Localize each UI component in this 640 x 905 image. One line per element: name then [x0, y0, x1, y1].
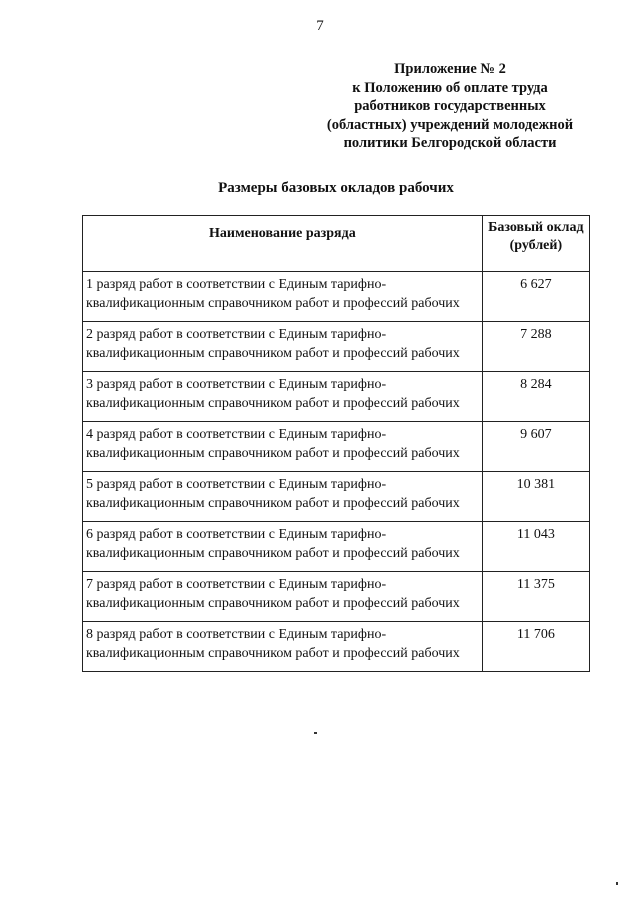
- grade-name-cell: [83, 322, 483, 372]
- base-salary-cell: 11 706: [482, 622, 589, 672]
- grade-name-line2: квалификационным справочником работ и профессий рабочих: [86, 345, 460, 361]
- table-row: [83, 522, 590, 572]
- grade-name-line1: 7 разряд работ в соответствии с Единым тарифно-: [86, 577, 387, 592]
- grade-name-line2: квалификационным справочником работ и профессий рабочих: [86, 495, 460, 511]
- appendix-line: политики Белгородской области: [343, 135, 557, 151]
- table-row: [83, 422, 590, 472]
- base-salary-cell: 8 284: [482, 372, 589, 422]
- scan-speck: [616, 882, 618, 885]
- grade-name-cell: [83, 272, 483, 322]
- table-row: [83, 272, 590, 322]
- table-row: [83, 622, 590, 672]
- grade-name-line2: квалификационным справочником работ и профессий рабочих: [86, 595, 460, 611]
- grade-name-line2: квалификационным справочником работ и профессий рабочих: [86, 445, 460, 461]
- table-row: [83, 472, 590, 522]
- appendix-header: [320, 60, 580, 153]
- table-row: [83, 322, 590, 372]
- base-salary-table: [82, 215, 590, 672]
- table-title: Размеры базовых окладов рабочих: [218, 180, 454, 196]
- grade-name-cell: [83, 372, 483, 422]
- table-header-row: [83, 216, 590, 272]
- grade-name-line2: квалификационным справочником работ и профессий рабочих: [86, 645, 460, 661]
- grade-name-cell: [83, 572, 483, 622]
- grade-name-line1: 2 разряд работ в соответствии с Единым тарифно-: [86, 327, 387, 342]
- column-header-base-salary: [482, 216, 589, 272]
- table-row: [83, 572, 590, 622]
- grade-name-line1: 5 разряд работ в соответствии с Единым тарифно-: [86, 477, 387, 492]
- base-salary-cell: 10 381: [482, 472, 589, 522]
- base-salary-cell: 11 375: [482, 572, 589, 622]
- grade-name-cell: [83, 422, 483, 472]
- scan-speck: [314, 732, 317, 734]
- grade-name-line1: 1 разряд работ в соответствии с Единым тарифно-: [86, 277, 387, 292]
- column-header-base-salary-line2: (рублей): [509, 238, 563, 253]
- grade-name-cell: [83, 522, 483, 572]
- appendix-line: к Положению об оплате труда: [352, 79, 548, 96]
- base-salary-cell: 7 288: [482, 322, 589, 372]
- appendix-line: (областных) учреждений молодежной: [326, 116, 574, 133]
- grade-name-line2: квалификационным справочником работ и профессий рабочих: [86, 295, 460, 311]
- grade-name-line1: 8 разряд работ в соответствии с Единым тарифно-: [86, 627, 387, 642]
- column-header-grade-name: Наименование разряда: [83, 216, 483, 272]
- grade-name-line2: квалификационным справочником работ и профессий рабочих: [86, 545, 460, 561]
- grade-name-line1: 4 разряд работ в соответствии с Единым тарифно-: [86, 427, 387, 442]
- grade-name-line2: квалификационным справочником работ и профессий рабочих: [86, 395, 460, 411]
- grade-name-cell: [83, 622, 483, 672]
- page-number: 7: [316, 18, 324, 34]
- column-header-base-salary-line1: Базовый оклад: [488, 220, 584, 235]
- appendix-line: Приложение № 2: [394, 61, 506, 77]
- grade-name-line1: 3 разряд работ в соответствии с Единым тарифно-: [86, 377, 387, 392]
- base-salary-cell: 6 627: [482, 272, 589, 322]
- table-row: [83, 372, 590, 422]
- grade-name-line1: 6 разряд работ в соответствии с Единым тарифно-: [86, 527, 387, 542]
- base-salary-cell: 9 607: [482, 422, 589, 472]
- grade-name-cell: [83, 472, 483, 522]
- base-salary-cell: 11 043: [482, 522, 589, 572]
- appendix-line: работников государственных: [354, 98, 546, 114]
